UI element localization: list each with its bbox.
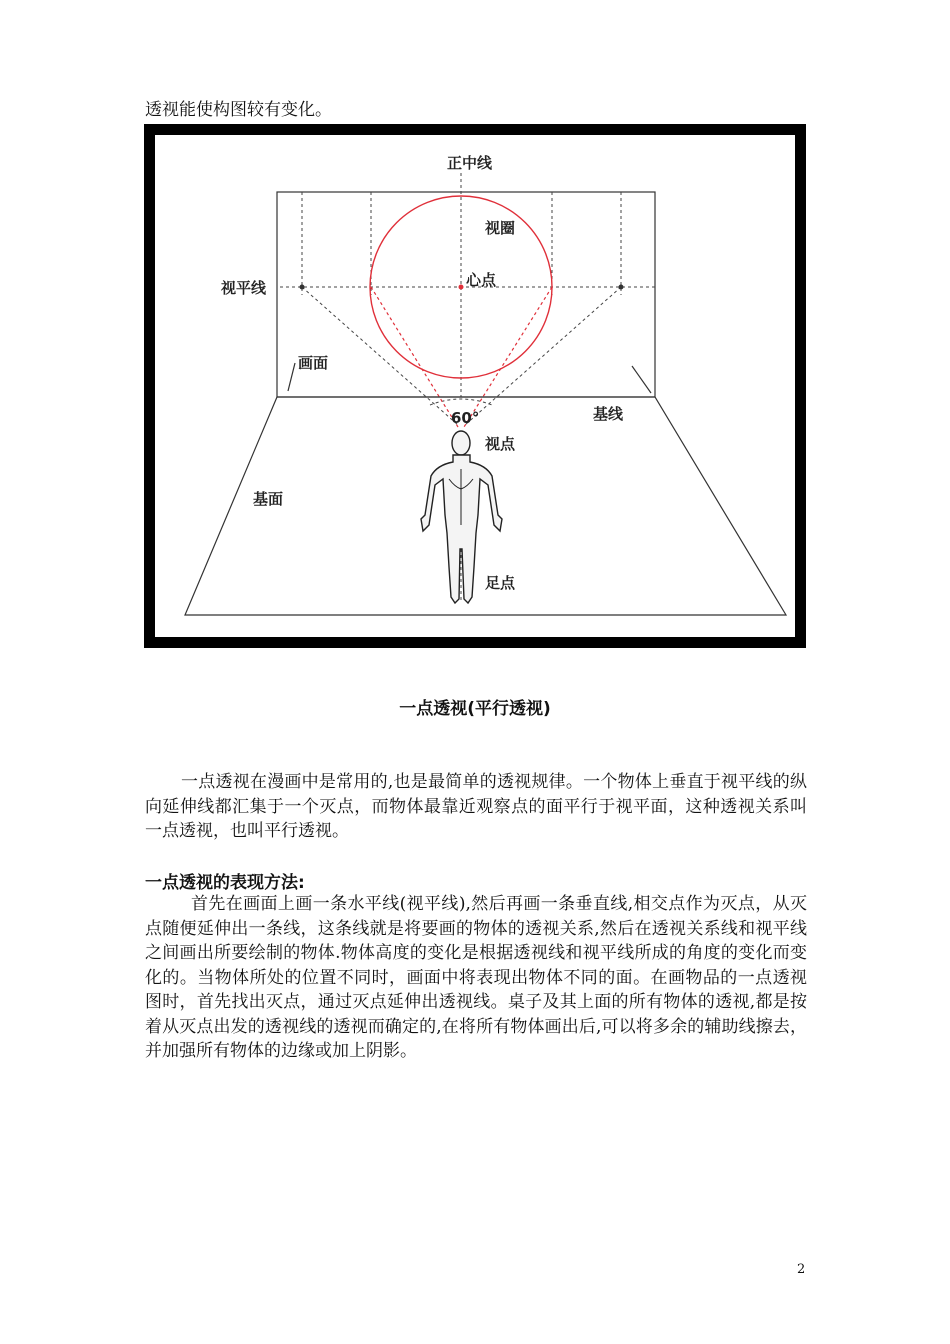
label-picture-plane: 画面 bbox=[298, 354, 329, 372]
page-number: 2 bbox=[797, 1262, 806, 1277]
center-point-dot bbox=[459, 285, 464, 290]
cone-right bbox=[464, 287, 552, 427]
vanishing-point-right bbox=[619, 285, 624, 290]
subheading-method: 一点透视的表现方法: bbox=[145, 873, 305, 893]
label-horizon-line: 视平线 bbox=[221, 279, 267, 297]
cone-left bbox=[371, 287, 458, 427]
base-line-pointer bbox=[632, 366, 651, 393]
perspective-diagram-svg bbox=[155, 135, 795, 637]
label-ground-plane: 基面 bbox=[253, 490, 284, 508]
angle-arc bbox=[430, 399, 492, 405]
figure-head bbox=[452, 431, 470, 455]
label-base-line: 基线 bbox=[593, 405, 624, 423]
picture-plane-rect bbox=[277, 192, 655, 397]
perspective-diagram bbox=[144, 124, 806, 648]
label-view-point: 视点 bbox=[485, 435, 516, 453]
vanishing-point-left bbox=[300, 285, 305, 290]
label-center-point: 心点 bbox=[466, 271, 497, 289]
label-angle: 60° bbox=[451, 409, 480, 427]
label-center-line: 正中线 bbox=[447, 154, 493, 172]
section-title: 一点透视(平行透视) bbox=[399, 699, 551, 719]
label-foot-point: 足点 bbox=[485, 574, 516, 592]
picture-plane-pointer bbox=[288, 363, 295, 391]
label-view-circle: 视圈 bbox=[485, 219, 516, 237]
intro-line: 透视能使构图较有变化。 bbox=[145, 100, 332, 120]
paragraph-one-point-definition: 一点透视在漫画中是常用的,也是最简单的透视规律。一个物体上垂直于视平线的纵向延伸线都汇集于一个灭点，而物体最靠近观察点的面平行于视平面，这种透视关系叫一点透视，也叫平行透视。 bbox=[145, 772, 807, 841]
paragraph-method: 首先在画面上画一条水平线(视平线),然后再画一条垂直线,相交点作为灭点，从灭点随便延伸出一条线，这条线就是将要画的物体的透视关系,然后在透视关系线和视平线之间画出所要绘制的物体.物体高度的变化是根据透视线和视平线所成的角度的变化而变化的。当物体所处的位置不同时，画面中将表现出物体不同的面。在画物品的一点透视图时，首先找出灭点，通过灭点延伸出透视线。桌子及其上面的所有物体的透视,都是按着从灭点出发的透视线的透视而确定的,在将所有物体画出后,可以将多余的辅助线擦去，并加强所有物体的边缘或加上阴影。 bbox=[145, 894, 807, 1061]
